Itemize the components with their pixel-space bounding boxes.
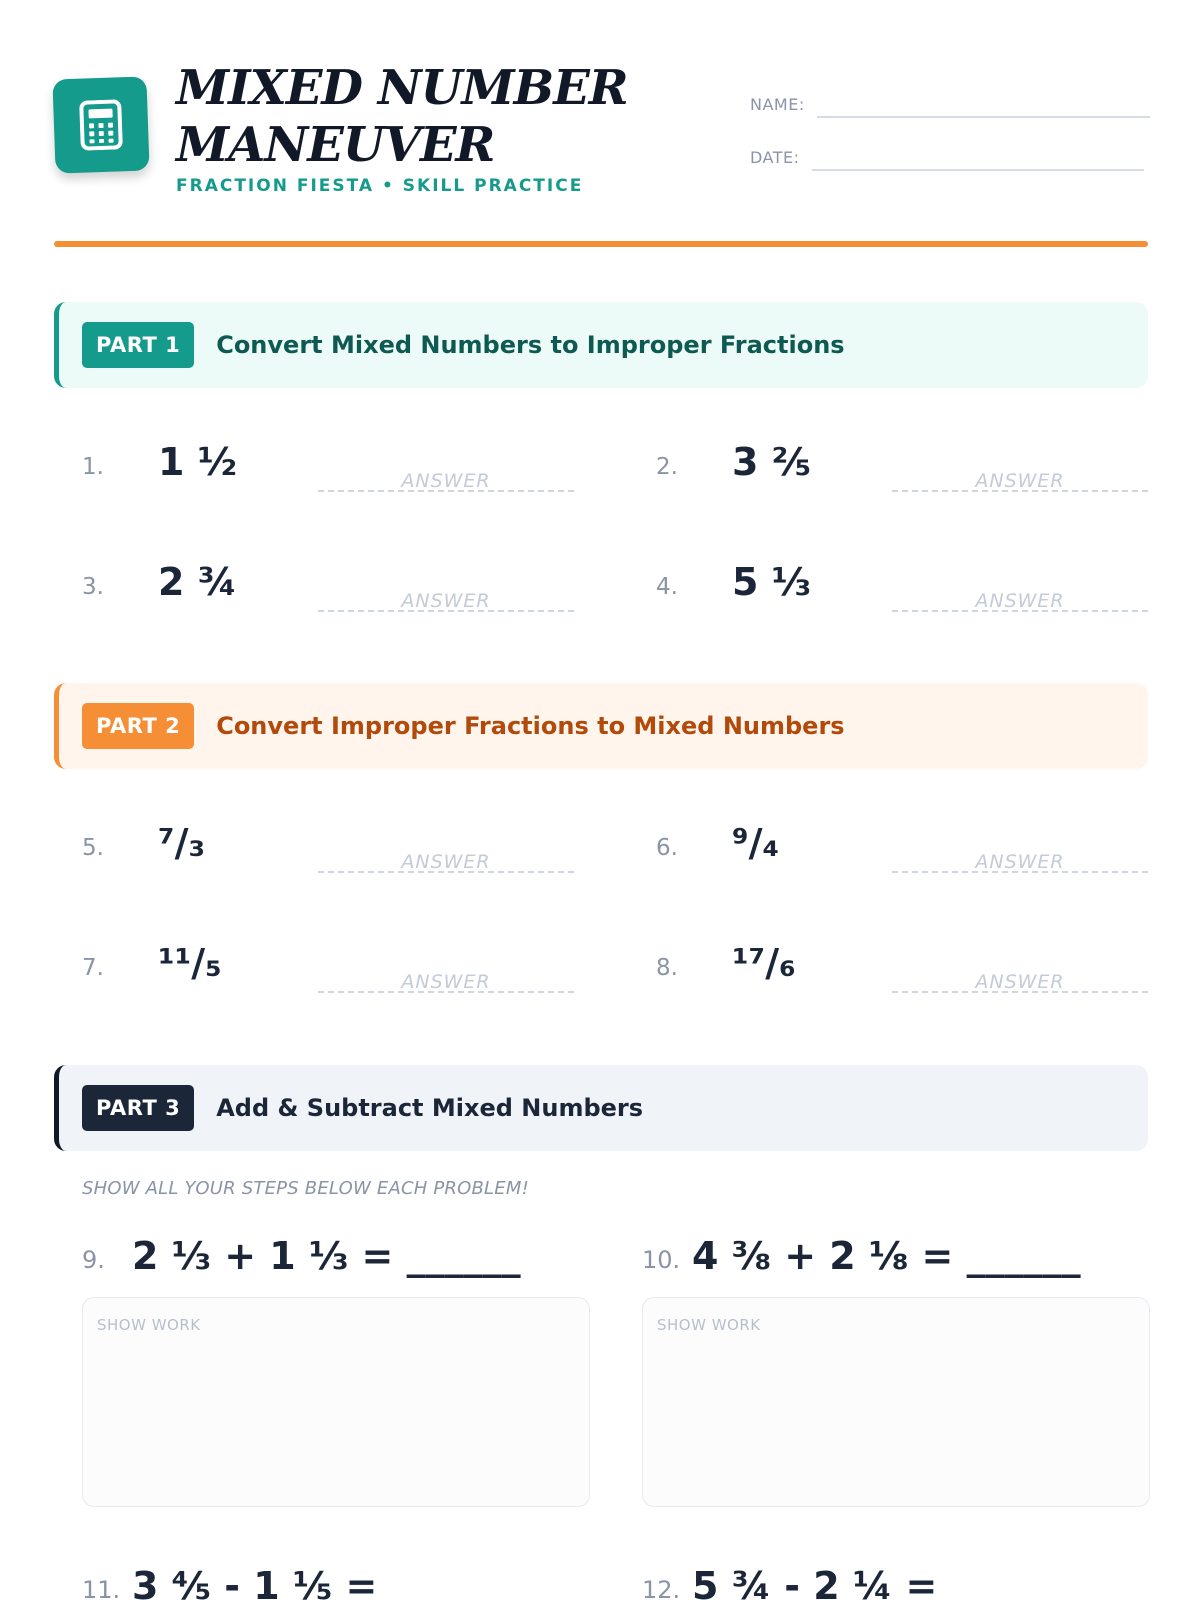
- problem-6: [656, 813, 1176, 883]
- header-divider: [54, 241, 1148, 247]
- problem-expression: 5 ⅓: [732, 560, 812, 604]
- problem-11: [82, 1564, 592, 1600]
- problem-expression: 2 ¾: [158, 560, 238, 604]
- worksheet-subtitle: FRACTION FIESTA • SKILL PRACTICE: [176, 176, 584, 196]
- part-3-title: Add & Subtract Mixed Numbers: [216, 1094, 644, 1122]
- problem-1: [82, 432, 602, 502]
- problem-expression: 3 ⅘ - 1 ⅕ =: [132, 1564, 378, 1600]
- problem-number: 7.: [82, 955, 104, 981]
- problem-number: 3.: [82, 574, 104, 600]
- date-label: DATE:: [750, 148, 800, 167]
- name-field[interactable]: [750, 88, 1150, 118]
- problem-number: 8.: [656, 955, 678, 981]
- part-3-instruction: SHOW ALL YOUR STEPS BELOW EACH PROBLEM!: [82, 1178, 530, 1199]
- problem-3: [82, 552, 602, 622]
- problem-expression: ⁹/₄: [732, 821, 780, 865]
- problem-number: 4.: [656, 574, 678, 600]
- problem-7: [82, 933, 602, 1003]
- problem-2: [656, 432, 1176, 502]
- part-2-badge: PART 2: [82, 703, 194, 749]
- answer-line[interactable]: ANSWER: [318, 590, 574, 612]
- problem-number: 12.: [642, 1576, 681, 1600]
- part-2-title: Convert Improper Fractions to Mixed Numbers: [216, 712, 845, 740]
- answer-line[interactable]: ANSWER: [892, 971, 1148, 993]
- worksheet-title: [176, 60, 696, 174]
- part-1-banner: [54, 302, 1148, 388]
- part-3-banner: [54, 1065, 1148, 1151]
- problem-number: 6.: [656, 835, 678, 861]
- work-area-9[interactable]: [82, 1297, 590, 1507]
- problem-expression: ¹⁷/₆: [732, 941, 796, 985]
- problem-number: 2.: [656, 454, 678, 480]
- problem-expression: ¹¹/₅: [158, 941, 222, 985]
- problem-number: 5.: [82, 835, 104, 861]
- problem-expression: 1 ½: [158, 440, 238, 484]
- problem-8: [656, 933, 1176, 1003]
- part-1-title: Convert Mixed Numbers to Improper Fractions: [216, 331, 845, 359]
- problem-expression: 3 ⅖: [732, 440, 812, 484]
- title-line-2: MANEUVER: [176, 117, 495, 173]
- work-area-10[interactable]: [642, 1297, 1150, 1507]
- problem-10: [642, 1234, 1152, 1294]
- calculator-icon: [78, 99, 124, 151]
- answer-line[interactable]: ANSWER: [318, 851, 574, 873]
- problem-number: 10.: [642, 1246, 681, 1274]
- problem-12: [642, 1564, 1152, 1600]
- problem-expression: 2 ⅓ + 1 ⅓ = ______: [132, 1234, 521, 1278]
- date-input-line[interactable]: [812, 141, 1144, 171]
- work-area-label: SHOW WORK: [657, 1316, 761, 1334]
- problem-expression: ⁷/₃: [158, 821, 206, 865]
- problem-9: [82, 1234, 592, 1294]
- date-field[interactable]: [750, 141, 1144, 171]
- problem-number: 11.: [82, 1576, 121, 1600]
- answer-line[interactable]: ANSWER: [892, 470, 1148, 492]
- problem-number: 9.: [82, 1246, 105, 1274]
- problem-number: 1.: [82, 454, 104, 480]
- name-input-line[interactable]: [817, 88, 1150, 118]
- part-3-badge: PART 3: [82, 1085, 194, 1131]
- answer-line[interactable]: ANSWER: [892, 851, 1148, 873]
- answer-line[interactable]: ANSWER: [892, 590, 1148, 612]
- title-line-1: MIXED NUMBER: [176, 60, 628, 116]
- work-area-label: SHOW WORK: [97, 1316, 201, 1334]
- problem-4: [656, 552, 1176, 622]
- worksheet-header: [54, 58, 1148, 208]
- part-1-badge: PART 1: [82, 322, 194, 368]
- answer-line[interactable]: ANSWER: [318, 971, 574, 993]
- problem-5: [82, 813, 602, 883]
- part-2-banner: [54, 683, 1148, 769]
- logo-badge: [52, 76, 149, 173]
- problem-expression: 4 ⅜ + 2 ⅛ = ______: [692, 1234, 1081, 1278]
- name-label: NAME:: [750, 95, 805, 114]
- problem-expression: 5 ¾ - 2 ¼ =: [692, 1564, 938, 1600]
- answer-line[interactable]: ANSWER: [318, 470, 574, 492]
